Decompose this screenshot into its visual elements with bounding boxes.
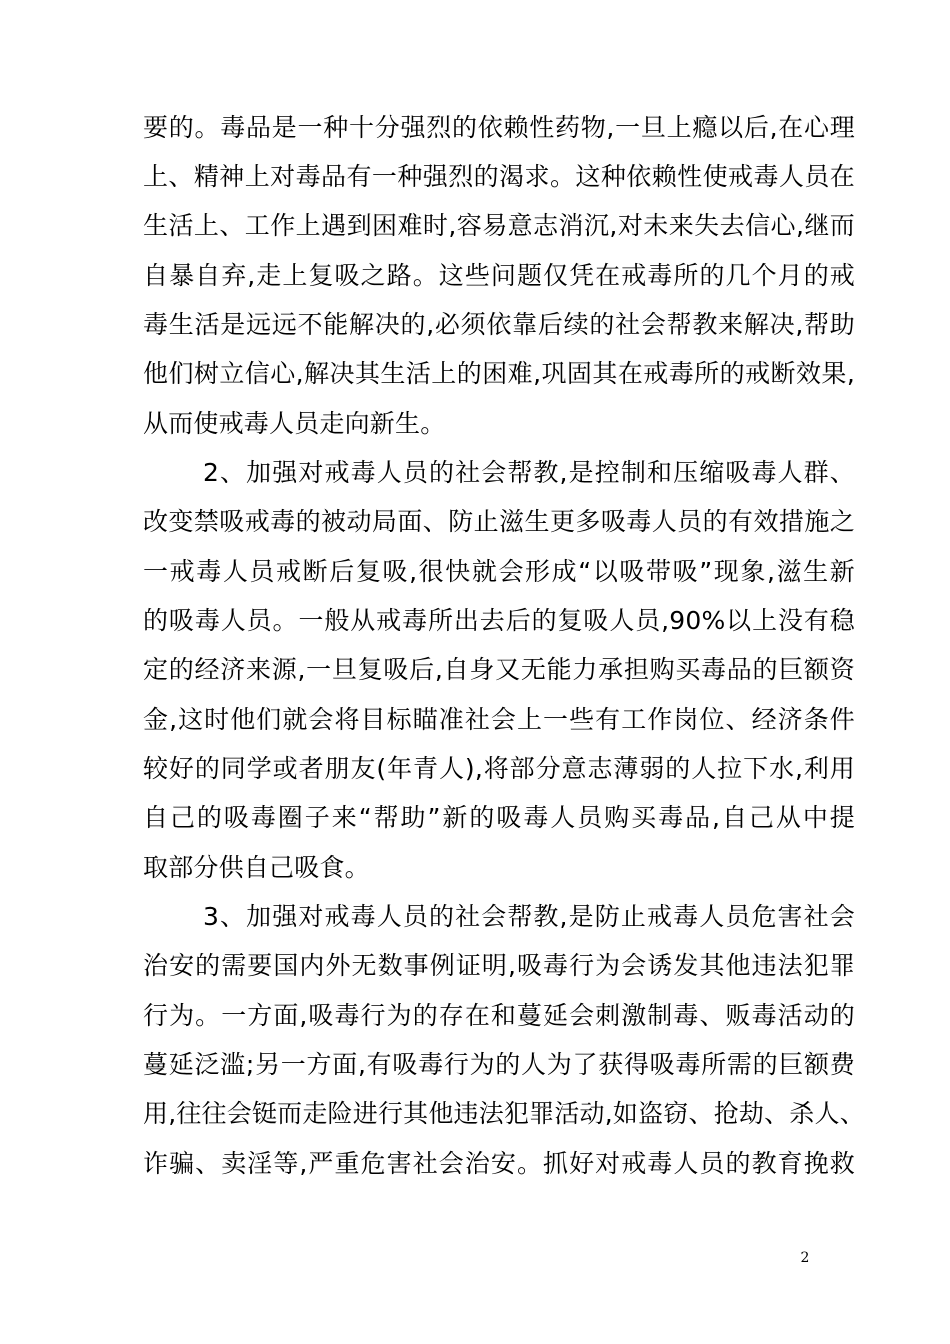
text-line-18: 治安的需要国内外无数事例证明,吸毒行为会诱发其他违法犯罪 bbox=[143, 951, 855, 980]
text-line-4: 自暴自弃,走上复吸之路。这些问题仅凭在戒毒所的几个月的戒 bbox=[143, 261, 855, 290]
text-line-3: 生活上、工作上遇到困难时,容易意志消沉,对未来失去信心,继而 bbox=[143, 211, 855, 240]
text-line-20: 蔓延泛滥;另一方面,有吸毒行为的人为了获得吸毒所需的巨额费 bbox=[143, 1050, 855, 1079]
text-line-16: 取部分供自己吸食。 bbox=[143, 853, 370, 882]
text-line-11: 的吸毒人员。一般从戒毒所出去后的复吸人员,90%以上没有稳 bbox=[143, 606, 855, 635]
text-line-13: 金,这时他们就会将目标瞄准社会上一些有工作岗位、经济条件 bbox=[143, 705, 855, 734]
text-line-14: 较好的同学或者朋友(年青人),将部分意志薄弱的人拉下水,利用 bbox=[143, 754, 855, 783]
text-line-15: 自己的吸毒圈子来“帮助”新的吸毒人员购买毒品,自己从中提 bbox=[143, 803, 855, 832]
text-line-5: 毒生活是远远不能解决的,必须依靠后续的社会帮教来解决,帮助 bbox=[143, 310, 855, 339]
text-line-9: 改变禁吸戒毒的被动局面、防止滋生更多吸毒人员的有效措施之 bbox=[143, 507, 855, 536]
text-line-2: 上、精神上对毒品有一种强烈的渴求。这种依赖性使戒毒人员在 bbox=[143, 162, 855, 191]
page-number: 2 bbox=[800, 1250, 810, 1266]
text-line-8: 2、加强对戒毒人员的社会帮教,是控制和压缩吸毒人群、 bbox=[203, 458, 855, 487]
text-line-17: 3、加强对戒毒人员的社会帮教,是防止戒毒人员危害社会 bbox=[203, 902, 855, 931]
text-line-19: 行为。一方面,吸毒行为的存在和蔓延会刺激制毒、贩毒活动的 bbox=[143, 1001, 855, 1030]
text-line-12: 定的经济来源,一旦复吸后,自身又无能力承担购买毒品的巨额资 bbox=[143, 655, 855, 684]
text-line-22: 诈骗、卖淫等,严重危害社会治安。抓好对戒毒人员的教育挽救 bbox=[143, 1149, 855, 1178]
text-line-10: 一戒毒人员戒断后复吸,很快就会形成“以吸带吸”现象,滋生新 bbox=[143, 557, 855, 586]
text-line-21: 用,往往会铤而走险进行其他违法犯罪活动,如盗窃、抢劫、杀人、 bbox=[143, 1099, 865, 1128]
text-line-7: 从而使戒毒人员走向新生。 bbox=[143, 409, 446, 438]
text-line-1: 要的。毒品是一种十分强烈的依赖性药物,一旦上瘾以后,在心理 bbox=[143, 113, 855, 142]
text-line-6: 他们树立信心,解决其生活上的困难,巩固其在戒毒所的戒断效果, bbox=[143, 359, 855, 388]
